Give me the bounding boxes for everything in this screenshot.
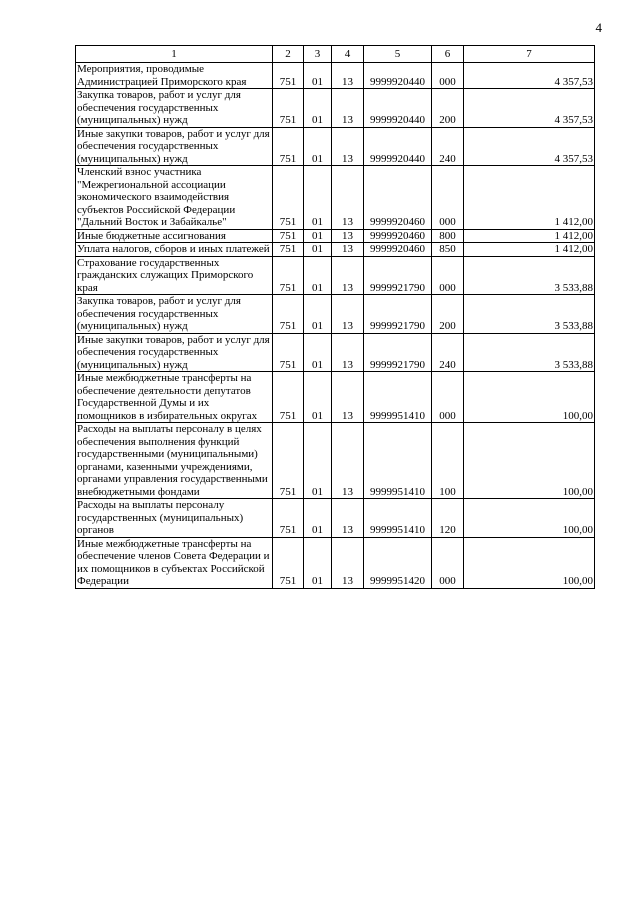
row-code-cell: 13 xyxy=(332,166,364,230)
row-code-cell: 751 xyxy=(273,256,304,295)
page-number: 4 xyxy=(595,20,602,35)
column-header: 4 xyxy=(332,46,364,63)
row-code-cell: 01 xyxy=(304,229,332,243)
table-row xyxy=(76,295,595,334)
row-code-cell: 240 xyxy=(432,333,464,372)
row-code-cell: 13 xyxy=(332,372,364,423)
row-name-cell: Иные бюджетные ассигнования xyxy=(76,229,273,243)
row-code-cell: 751 xyxy=(273,499,304,538)
row-amount-cell: 1 412,00 xyxy=(464,166,595,230)
row-code-cell: 751 xyxy=(273,63,304,89)
row-amount-cell: 3 533,88 xyxy=(464,256,595,295)
row-code-cell: 01 xyxy=(304,127,332,166)
row-code-cell: 01 xyxy=(304,243,332,257)
row-code-cell: 751 xyxy=(273,372,304,423)
column-header: 3 xyxy=(304,46,332,63)
table-row xyxy=(76,63,595,89)
row-code-cell: 01 xyxy=(304,537,332,588)
row-code-cell: 9999920440 xyxy=(364,63,432,89)
row-code-cell: 9999920440 xyxy=(364,127,432,166)
row-name-cell: Страхование государственных гражданских служащих Приморского края xyxy=(76,256,273,295)
row-code-cell: 9999921790 xyxy=(364,333,432,372)
table-row xyxy=(76,89,595,128)
row-name-cell: Иные закупки товаров, работ и услуг для обеспечения государственных (муниципальных) нужд xyxy=(76,127,273,166)
row-code-cell: 01 xyxy=(304,499,332,538)
row-code-cell: 01 xyxy=(304,256,332,295)
table-row xyxy=(76,166,595,230)
table-row xyxy=(76,243,595,257)
row-code-cell: 9999951410 xyxy=(364,423,432,499)
row-name-cell: Расходы на выплаты персоналу государственных (муниципальных) органов xyxy=(76,499,273,538)
row-code-cell: 751 xyxy=(273,423,304,499)
row-code-cell: 9999920460 xyxy=(364,243,432,257)
row-amount-cell: 1 412,00 xyxy=(464,243,595,257)
table-row xyxy=(76,256,595,295)
row-code-cell: 751 xyxy=(273,229,304,243)
row-amount-cell: 100,00 xyxy=(464,499,595,538)
row-code-cell: 13 xyxy=(332,423,364,499)
row-code-cell: 01 xyxy=(304,372,332,423)
row-amount-cell: 3 533,88 xyxy=(464,295,595,334)
row-code-cell: 9999921790 xyxy=(364,295,432,334)
row-amount-cell: 100,00 xyxy=(464,537,595,588)
table-row xyxy=(76,372,595,423)
row-code-cell: 751 xyxy=(273,127,304,166)
table-row xyxy=(76,499,595,538)
table-body xyxy=(76,63,595,589)
row-name-cell: Мероприятия, проводимые Администрацией Приморского края xyxy=(76,63,273,89)
row-name-cell: Расходы на выплаты персоналу в целях обеспечения выполнения функций государственными (муниципальными) органами, казенными учреждениями, органами управления государственными внебюджетными фондами xyxy=(76,423,273,499)
row-code-cell: 751 xyxy=(273,295,304,334)
row-code-cell: 13 xyxy=(332,333,364,372)
row-code-cell: 13 xyxy=(332,229,364,243)
row-code-cell: 13 xyxy=(332,499,364,538)
row-code-cell: 751 xyxy=(273,333,304,372)
row-code-cell: 13 xyxy=(332,537,364,588)
row-code-cell: 751 xyxy=(273,243,304,257)
row-code-cell: 01 xyxy=(304,423,332,499)
table-row xyxy=(76,333,595,372)
row-code-cell: 120 xyxy=(432,499,464,538)
row-code-cell: 13 xyxy=(332,89,364,128)
row-code-cell: 751 xyxy=(273,166,304,230)
row-code-cell: 01 xyxy=(304,89,332,128)
column-header: 2 xyxy=(273,46,304,63)
table-row xyxy=(76,229,595,243)
table-row xyxy=(76,537,595,588)
row-code-cell: 000 xyxy=(432,256,464,295)
row-code-cell: 9999951410 xyxy=(364,499,432,538)
table-row xyxy=(76,127,595,166)
row-code-cell: 9999920460 xyxy=(364,166,432,230)
row-amount-cell: 4 357,53 xyxy=(464,89,595,128)
row-name-cell: Иные межбюджетные трансферты на обеспечение деятельности депутатов Государственной Думы и их помощников в избирательных округах xyxy=(76,372,273,423)
row-code-cell: 01 xyxy=(304,166,332,230)
row-name-cell: Членский взнос участника "Межрегиональной ассоциации экономического взаимодействия субъектов Российской Федерации "Дальний Восток и Забайкалье" xyxy=(76,166,273,230)
row-code-cell: 000 xyxy=(432,63,464,89)
row-name-cell: Иные закупки товаров, работ и услуг для обеспечения государственных (муниципальных) нужд xyxy=(76,333,273,372)
row-code-cell: 751 xyxy=(273,89,304,128)
row-code-cell: 9999920440 xyxy=(364,89,432,128)
row-code-cell: 200 xyxy=(432,89,464,128)
row-code-cell: 240 xyxy=(432,127,464,166)
column-header: 1 xyxy=(76,46,273,63)
row-code-cell: 850 xyxy=(432,243,464,257)
row-amount-cell: 1 412,00 xyxy=(464,229,595,243)
row-code-cell: 000 xyxy=(432,166,464,230)
row-code-cell: 13 xyxy=(332,63,364,89)
row-code-cell: 000 xyxy=(432,372,464,423)
column-header: 5 xyxy=(364,46,432,63)
row-code-cell: 01 xyxy=(304,295,332,334)
row-code-cell: 100 xyxy=(432,423,464,499)
row-code-cell: 800 xyxy=(432,229,464,243)
row-amount-cell: 4 357,53 xyxy=(464,127,595,166)
table-header-row xyxy=(76,46,595,63)
row-code-cell: 751 xyxy=(273,537,304,588)
budget-table xyxy=(75,45,595,589)
row-code-cell: 13 xyxy=(332,243,364,257)
row-code-cell: 200 xyxy=(432,295,464,334)
row-code-cell: 9999921790 xyxy=(364,256,432,295)
row-code-cell: 000 xyxy=(432,537,464,588)
row-code-cell: 13 xyxy=(332,127,364,166)
row-amount-cell: 4 357,53 xyxy=(464,63,595,89)
column-header: 7 xyxy=(464,46,595,63)
table-row xyxy=(76,423,595,499)
row-code-cell: 13 xyxy=(332,256,364,295)
row-code-cell: 9999951410 xyxy=(364,372,432,423)
row-code-cell: 01 xyxy=(304,333,332,372)
row-code-cell: 13 xyxy=(332,295,364,334)
row-code-cell: 9999951420 xyxy=(364,537,432,588)
row-amount-cell: 100,00 xyxy=(464,372,595,423)
row-code-cell: 9999920460 xyxy=(364,229,432,243)
row-amount-cell: 3 533,88 xyxy=(464,333,595,372)
row-name-cell: Иные межбюджетные трансферты на обеспечение членов Совета Федерации и их помощников в субъектах Российской Федерации xyxy=(76,537,273,588)
row-name-cell: Закупка товаров, работ и услуг для обеспечения государственных (муниципальных) нужд xyxy=(76,89,273,128)
row-name-cell: Уплата налогов, сборов и иных платежей xyxy=(76,243,273,257)
row-code-cell: 01 xyxy=(304,63,332,89)
row-name-cell: Закупка товаров, работ и услуг для обеспечения государственных (муниципальных) нужд xyxy=(76,295,273,334)
column-header: 6 xyxy=(432,46,464,63)
row-amount-cell: 100,00 xyxy=(464,423,595,499)
